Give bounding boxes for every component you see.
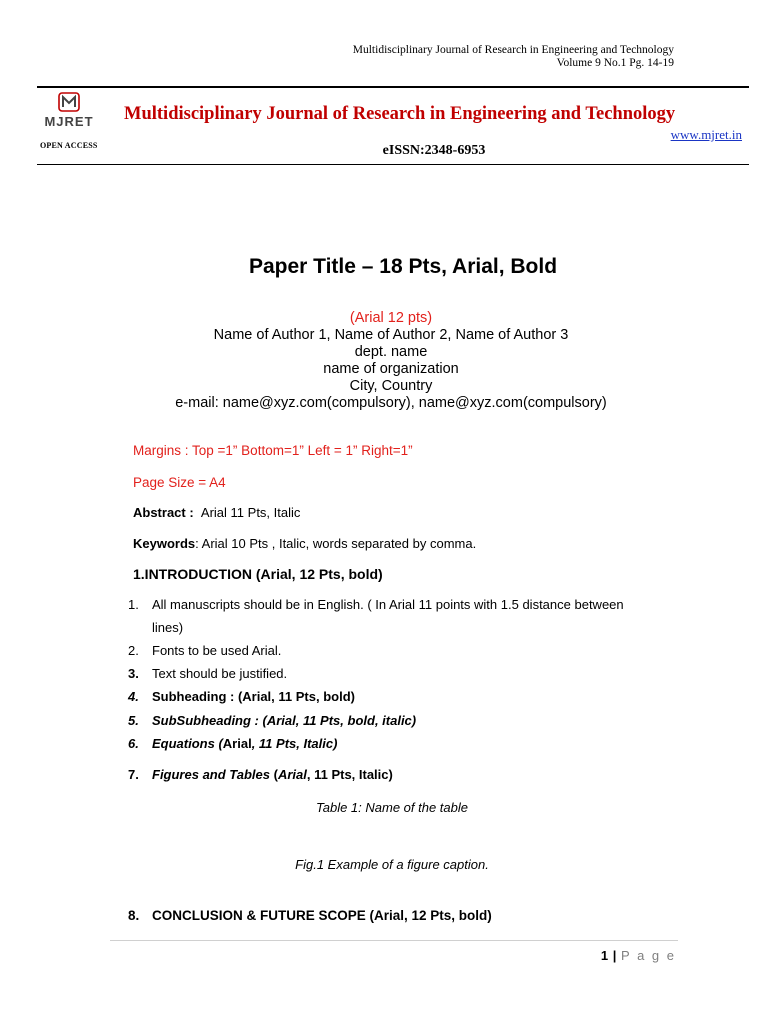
list-item — [128, 736, 338, 752]
list-text: lines) — [152, 620, 184, 635]
logo-mark-icon — [58, 92, 80, 112]
abstract-label: Abstract : — [133, 505, 194, 520]
author-email: e-mail: name@xyz.com(compulsory), name@xyz.com(compulsory) — [175, 395, 607, 411]
running-header — [353, 44, 674, 70]
keywords-text: : Arial 10 Pts , Italic, words separated by comma. — [195, 536, 477, 551]
list-num: 5. — [128, 713, 139, 728]
author-dept: dept. name — [354, 344, 428, 360]
list-num: 2. — [128, 643, 139, 658]
journal-logo — [40, 92, 102, 136]
journal-title: Multidisciplinary Journal of Research in Engineering and Technology — [124, 104, 676, 124]
conclusion-heading — [128, 908, 492, 924]
author-organization: name of organization — [323, 361, 459, 377]
paper-title: Paper Title – 18 Pts, Arial, Bold — [248, 255, 558, 278]
list-item — [128, 713, 417, 729]
list-item — [128, 767, 393, 783]
margins-note: Margins : Top =1” Bottom=1” Left = 1” Right=1” — [133, 443, 413, 458]
list-text: Text should be justified. — [152, 666, 288, 681]
list-text: Equations (Arial, 11 Pts, Italic) — [152, 736, 338, 751]
author-names: Name of Author 1, Name of Author 2, Name of Author 3 — [213, 327, 569, 343]
author-block — [0, 310, 768, 412]
list-text: All manuscripts should be in English. ( In Arial 11 points with 1.5 distance between — [152, 597, 624, 612]
list-text: Fonts to be used Arial. — [152, 643, 282, 658]
author-font-note: (Arial 12 pts) — [349, 310, 433, 326]
list-num: 7. — [128, 767, 139, 782]
conclusion-num: 8. — [128, 908, 140, 923]
keywords-line — [133, 536, 476, 552]
footer-rule — [110, 940, 678, 941]
list-text: SubSubheading : (Arial, 11 Pts, bold, italic) — [152, 713, 417, 728]
table-caption: Table 1: Name of the table — [315, 800, 468, 815]
list-item — [128, 666, 288, 682]
list-item — [128, 597, 624, 613]
conclusion-text: CONCLUSION & FUTURE SCOPE (Arial, 12 Pts, bold) — [152, 908, 492, 923]
running-header-volume: Volume 9 No.1 Pg. 14-19 — [556, 57, 674, 69]
open-access-label: OPEN ACCESS — [40, 141, 98, 150]
page-separator: | — [612, 948, 617, 963]
page-number: 1 — [600, 948, 609, 963]
figure-caption: Fig.1 Example of a figure caption. — [295, 857, 489, 872]
abstract-line — [133, 505, 300, 521]
header-rule-top — [37, 86, 749, 88]
intro-heading: 1.INTRODUCTION (Arial, 12 Pts, bold) — [133, 566, 383, 582]
page-footer — [601, 948, 676, 963]
page-size-note: Page Size = A4 — [133, 475, 226, 490]
page-label: P a g e — [621, 948, 676, 963]
list-text: Subheading : (Arial, 11 Pts, bold) — [152, 689, 355, 704]
running-header-journal: Multidisciplinary Journal of Research in Engineering and Technology — [352, 44, 674, 56]
logo-text: MJRET — [44, 114, 94, 129]
list-item — [128, 689, 355, 705]
list-num: 6. — [128, 736, 139, 751]
header-rule-bottom — [37, 164, 749, 165]
keywords-label: Keywords — [133, 536, 196, 551]
list-item — [128, 643, 282, 659]
abstract-text: Arial 11 Pts, Italic — [200, 505, 301, 520]
list-text: Figures and Tables (Arial, 11 Pts, Italic) — [152, 767, 393, 782]
list-num: 1. — [128, 597, 139, 612]
eissn: eISSN:2348-6953 — [382, 143, 486, 158]
journal-url-link[interactable]: www.mjret.in — [670, 127, 742, 142]
list-num: 3. — [128, 666, 139, 681]
author-location: City, Country — [349, 378, 433, 394]
list-num: 4. — [128, 689, 139, 704]
